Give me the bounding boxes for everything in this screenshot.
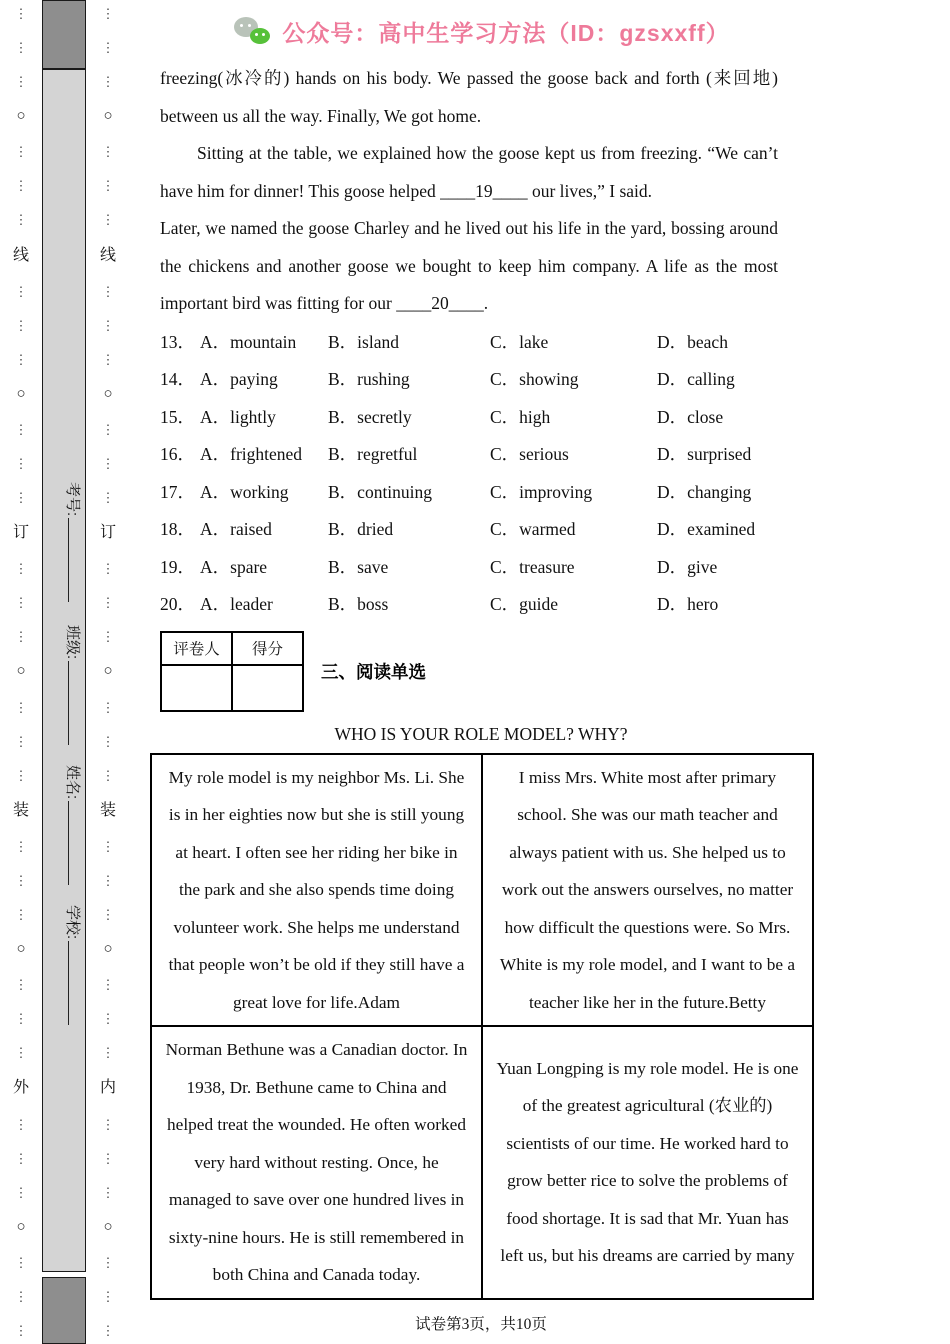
option-d: D．close (657, 406, 724, 427)
option-b: B．secretly (328, 406, 412, 427)
binding-char: 订 (12, 524, 29, 542)
dotted-line-segment: ⋮ (14, 178, 28, 194)
option-d: D．examined (657, 519, 756, 540)
circle-marker: ○ (103, 1218, 113, 1235)
binding-char: 线 (12, 246, 29, 264)
option-a: A．leader (200, 594, 273, 615)
dotted-line-segment: ⋮ (14, 699, 28, 715)
dotted-line-segment: ⋮ (101, 6, 115, 21)
dotted-line-segment: ⋮ (101, 1116, 115, 1132)
grader-score-table (160, 631, 304, 712)
dotted-line-segment: ⋮ (14, 561, 28, 577)
student-field-label: 考号: (64, 482, 81, 517)
student-field-class (63, 625, 84, 745)
circle-marker: ○ (16, 385, 26, 402)
option-c: C．high (490, 406, 551, 427)
circle-marker: ○ (16, 663, 26, 680)
dotted-line-segment: ⋮ (14, 1254, 28, 1270)
dotted-line-segment: ⋮ (14, 6, 28, 21)
dotted-line-segment: ⋮ (14, 144, 28, 160)
dotted-line-segment: ⋮ (101, 561, 115, 577)
question-number: 18． (160, 519, 195, 540)
reading-passage-title: WHO IS YOUR ROLE MODEL? WHY? (334, 723, 628, 744)
dotted-line-segment: ⋮ (101, 629, 115, 645)
option-b: B．island (328, 331, 399, 352)
binding-line-inner (95, 0, 121, 1344)
score-label: 得分 (232, 632, 303, 665)
option-d: D．calling (657, 369, 735, 390)
dotted-line-segment: ⋮ (14, 421, 28, 437)
dotted-line-segment: ⋮ (14, 490, 28, 506)
option-a: A．frightened (200, 444, 303, 465)
circle-marker: ○ (103, 385, 113, 402)
option-c: C．treasure (490, 556, 575, 577)
cloze-options-list (160, 323, 814, 623)
option-b: B．boss (328, 594, 389, 615)
dotted-line-segment: ⋮ (101, 421, 115, 437)
dotted-line-segment: ⋮ (14, 212, 28, 228)
binding-strip-bottom (42, 1277, 86, 1344)
option-c: C．lake (490, 331, 549, 352)
role-model-table (150, 753, 814, 1300)
option-a: A．mountain (200, 331, 297, 352)
question-row-15 (160, 398, 814, 436)
dotted-line-segment: ⋮ (14, 977, 28, 993)
option-a: A．spare (200, 556, 268, 577)
dotted-line-segment: ⋮ (14, 1322, 28, 1338)
dotted-line-segment: ⋮ (101, 178, 115, 194)
option-d: D．beach (657, 331, 728, 352)
option-d: D．changing (657, 481, 752, 502)
option-b: B．dried (328, 519, 394, 540)
dotted-line-segment: ⋮ (101, 490, 115, 506)
circle-marker: ○ (103, 108, 113, 125)
dotted-line-segment: ⋮ (14, 283, 28, 299)
student-field-label: 学校: (64, 905, 81, 940)
dotted-line-segment: ⋮ (14, 1011, 28, 1027)
option-a: A．raised (200, 519, 272, 540)
dotted-line-segment: ⋮ (101, 317, 115, 333)
wechat-header (150, 0, 814, 52)
dotted-line-segment: ⋮ (14, 629, 28, 645)
question-row-16 (160, 435, 814, 473)
dotted-line-segment: ⋮ (14, 456, 28, 472)
dotted-line-segment: ⋮ (101, 144, 115, 160)
student-field-blank (68, 941, 82, 1025)
dotted-line-segment: ⋮ (101, 872, 115, 888)
question-number: 16． (160, 444, 195, 465)
dotted-line-segment: ⋮ (14, 1288, 28, 1304)
dotted-line-segment: ⋮ (14, 1116, 28, 1132)
option-c: C．improving (490, 481, 593, 502)
role-model-cell-adam: My role model is my neighbor Ms. Li. She is in her eighties now but she is still young at heart. I often see her riding her bike in the park and she also spends time doing volunteer work. She helps me understand that people won’t be old if they still have a great love for life.Adam (151, 754, 482, 1027)
dotted-line-segment: ⋮ (101, 733, 115, 749)
binding-char: 内 (99, 1079, 116, 1097)
question-number: 14． (160, 369, 195, 390)
question-row-14 (160, 360, 814, 398)
dotted-line-segment: ⋮ (14, 317, 28, 333)
student-field-label: 班级: (64, 625, 81, 660)
dotted-line-segment: ⋮ (14, 838, 28, 854)
student-field-name (63, 765, 84, 885)
wechat-bubble-green (250, 28, 270, 44)
dotted-line-segment: ⋮ (101, 767, 115, 783)
role-model-cell-bethune: Norman Bethune was a Canadian doctor. In 1938, Dr. Bethune came to China and helped treat the wounded. He often worked very hard without resting. Once, he managed to save over one hundred lives in sixty-nine hours. He is still remembered in both China and Canada today. (151, 1026, 482, 1299)
option-c: C．guide (490, 594, 559, 615)
dotted-line-segment: ⋮ (14, 74, 28, 90)
dotted-line-segment: ⋮ (14, 907, 28, 923)
option-c: C．warmed (490, 519, 576, 540)
dotted-line-segment: ⋮ (14, 1045, 28, 1061)
option-d: D．hero (657, 594, 719, 615)
dotted-line-segment: ⋮ (101, 40, 115, 56)
cloze-passage (150, 52, 814, 323)
option-d: D．surprised (657, 444, 752, 465)
binding-char: 装 (99, 801, 116, 819)
dotted-line-segment: ⋮ (101, 1322, 115, 1338)
student-field-label: 姓名: (64, 765, 81, 800)
wechat-account-title: 公众号：高中生学习方法（ID：gzsxxff） (282, 19, 730, 46)
grader-label: 评卷人 (161, 632, 232, 665)
binding-char: 装 (12, 801, 29, 819)
dotted-line-segment: ⋮ (101, 977, 115, 993)
dotted-line-segment: ⋮ (101, 907, 115, 923)
dotted-line-segment: ⋮ (14, 351, 28, 367)
dotted-line-segment: ⋮ (101, 74, 115, 90)
student-field-blank (68, 661, 82, 745)
dotted-line-segment: ⋮ (101, 1150, 115, 1166)
dotted-line-segment: ⋮ (101, 1288, 115, 1304)
option-b: B．rushing (328, 369, 410, 390)
section-heading-reading: 三、阅读单选 (321, 661, 426, 682)
binding-char: 线 (99, 246, 116, 264)
dotted-line-segment: ⋮ (101, 212, 115, 228)
passage-paragraph-1: freezing(冰冷的) hands on his body. We passed the goose back and forth (来回地) between us all the way. Finally, We got home. (160, 68, 778, 126)
binding-char: 外 (12, 1079, 29, 1097)
option-b: B．continuing (328, 481, 433, 502)
page-footer: 试卷第3页，共10页 (415, 1315, 547, 1333)
passage-paragraph-3: Later, we named the goose Charley and he lived out his life in the yard, bossing around the chickens and another goose we bought to keep him company. A life as the most important bird was fitting for our ____20____. (160, 218, 778, 313)
dotted-line-segment: ⋮ (14, 1150, 28, 1166)
question-row-13 (160, 323, 814, 361)
student-field-blank (68, 801, 82, 885)
option-a: A．lightly (200, 406, 276, 427)
binding-line-outer (8, 0, 34, 1344)
question-row-20 (160, 585, 814, 623)
option-d: D．give (657, 556, 718, 577)
option-b: B．regretful (328, 444, 418, 465)
dotted-line-segment: ⋮ (101, 1011, 115, 1027)
page-content (150, 0, 814, 1334)
student-field-school (63, 905, 84, 1025)
question-number: 17． (160, 481, 195, 502)
dotted-line-segment: ⋮ (14, 1184, 28, 1200)
passage-paragraph-2: Sitting at the table, we explained how the goose kept us from freezing. “We can’t have him for dinner! This goose helped ____19____ our lives,” I said. (160, 143, 778, 201)
dotted-line-segment: ⋮ (14, 733, 28, 749)
question-row-18 (160, 510, 814, 548)
score-empty-cell (232, 665, 303, 711)
student-field-exam-number (63, 482, 84, 602)
dotted-line-segment: ⋮ (101, 595, 115, 611)
binding-char: 订 (99, 524, 116, 542)
grader-section-row (160, 631, 814, 712)
dotted-line-segment: ⋮ (101, 699, 115, 715)
dotted-line-segment: ⋮ (14, 595, 28, 611)
binding-strip-top (42, 0, 86, 69)
role-model-cell-betty: I miss Mrs. White most after primary school. She was our math teacher and always patient with us. She helped us to work out the answers ourselves, no matter how difficult the questions were. So Mrs. White is my role model, and I want to be a teacher like her in the future.Betty (482, 754, 813, 1027)
dotted-line-segment: ⋮ (101, 1254, 115, 1270)
circle-marker: ○ (16, 108, 26, 125)
dotted-line-segment: ⋮ (101, 351, 115, 367)
question-number: 15． (160, 406, 195, 427)
dotted-line-segment: ⋮ (101, 838, 115, 854)
dotted-line-segment: ⋮ (14, 40, 28, 56)
dotted-line-segment: ⋮ (101, 456, 115, 472)
question-row-19 (160, 548, 814, 586)
option-c: C．serious (490, 444, 569, 465)
wechat-icon (234, 15, 272, 47)
option-a: A．paying (200, 369, 278, 390)
circle-marker: ○ (103, 663, 113, 680)
circle-marker: ○ (103, 941, 113, 958)
dotted-line-segment: ⋮ (14, 767, 28, 783)
option-a: A．working (200, 481, 289, 502)
dotted-line-segment: ⋮ (101, 283, 115, 299)
question-number: 13． (160, 331, 195, 352)
circle-marker: ○ (16, 1218, 26, 1235)
dotted-line-segment: ⋮ (101, 1045, 115, 1061)
circle-marker: ○ (16, 941, 26, 958)
question-number: 20． (160, 594, 195, 615)
option-c: C．showing (490, 369, 579, 390)
dotted-line-segment: ⋮ (14, 872, 28, 888)
role-model-cell-yuan: Yuan Longping is my role model. He is one of the greatest agricultural (农业的) scientists of our time. He worked hard to grow better rice to solve the problems of food shortage. It is sad that Mr. Yuan has left us, but his dreams are carried by many (482, 1026, 813, 1299)
option-b: B．save (328, 556, 389, 577)
dotted-line-segment: ⋮ (101, 1184, 115, 1200)
grader-empty-cell (161, 665, 232, 711)
question-row-17 (160, 473, 814, 511)
student-field-blank (68, 518, 82, 602)
question-number: 19． (160, 556, 195, 577)
